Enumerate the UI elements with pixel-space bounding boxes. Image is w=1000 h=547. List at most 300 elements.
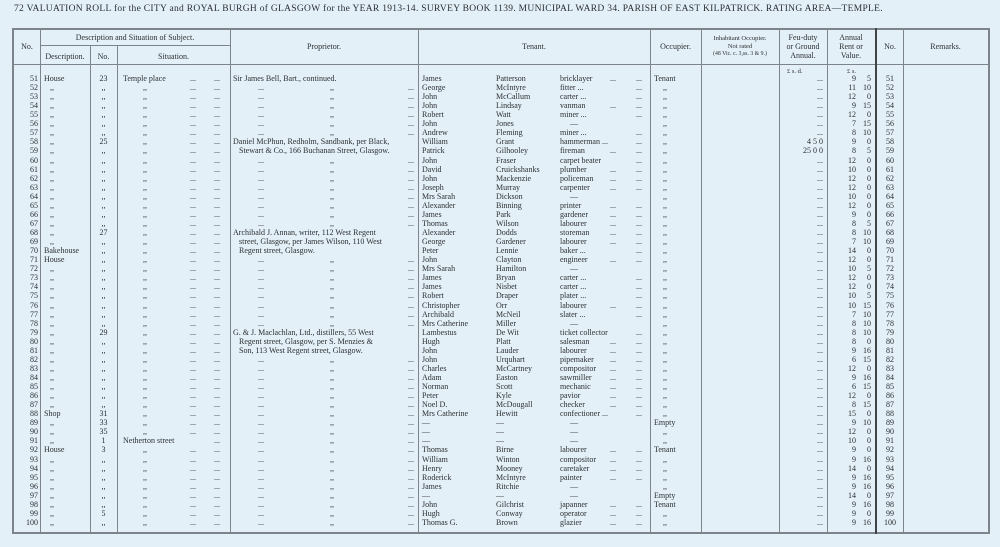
tenant-first-name: John	[422, 92, 438, 102]
occupier: ,,	[663, 218, 667, 228]
proprietor-dots: ...	[258, 427, 264, 437]
tenant-occupation: plater ...	[560, 291, 587, 301]
tenant-surname: Winton	[496, 454, 520, 464]
street-number: ,,	[101, 191, 106, 201]
proprietor-ditto: ,,	[330, 400, 334, 410]
table-row	[0, 137, 1000, 146]
table-row	[0, 391, 1000, 400]
tenant-first-name: James	[422, 273, 442, 283]
proprietor-ditto: ,,	[330, 517, 334, 527]
occupation-dots: ...	[636, 228, 642, 238]
tenant-occupation: mechanic	[560, 382, 591, 392]
row-number-right: 59	[886, 146, 894, 156]
occupier: ,,	[663, 209, 667, 219]
tenant-first-name: Hugh	[422, 336, 440, 346]
table-row	[0, 201, 1000, 210]
table-row	[0, 246, 1000, 255]
table-row	[0, 282, 1000, 291]
proprietor-ditto: ,,	[330, 391, 334, 401]
situation-dots: ...	[214, 146, 220, 156]
tenant-first-name: Henry	[422, 463, 442, 473]
proprietor-dots: ...	[408, 318, 414, 328]
rent-pounds: 15	[848, 409, 856, 419]
rent-pounds: 11	[848, 83, 856, 93]
street-number: ,,	[101, 182, 106, 192]
row-number-right: 64	[886, 191, 894, 201]
occupation-dots: ...	[636, 128, 642, 138]
row-number: 71	[30, 255, 38, 265]
description: ,,	[50, 83, 54, 93]
table-row	[0, 156, 1000, 165]
proprietor-ditto: ,,	[330, 282, 334, 292]
situation-dots: ...	[190, 345, 196, 355]
rent-pounds: 10	[848, 164, 856, 174]
tenant-occupation: miner ...	[560, 128, 587, 138]
situation-dots: ...	[190, 137, 196, 147]
occupier: ,,	[663, 164, 667, 174]
proprietor-ditto: ,,	[330, 309, 334, 319]
feu-duty: ...	[817, 228, 823, 238]
proprietor-dots: ...	[408, 101, 414, 111]
description: Bakehouse	[44, 246, 80, 256]
header-rent-3: Value.	[840, 51, 862, 60]
situation-dots: ...	[214, 499, 220, 509]
occupation-dots: ...	[636, 282, 642, 292]
rent-pounds: 12	[848, 391, 856, 401]
row-number: 70	[30, 246, 38, 256]
tenant-surname: —	[496, 418, 504, 428]
rent-shillings: 10	[863, 318, 871, 328]
tenant-surname: Gilchrist	[496, 499, 524, 509]
proprietor-ditto: ,,	[330, 101, 334, 111]
tenant-occupation: —	[570, 318, 578, 328]
situation: ,,	[143, 327, 147, 337]
situation-dots: ...	[190, 228, 196, 238]
tenant-occupation: fireman	[560, 146, 585, 156]
proprietor: Archibald J. Annan, writer, 112 West Regent	[233, 228, 376, 238]
rent-shillings: 10	[863, 327, 871, 337]
tenant-occupation: slater ...	[560, 309, 586, 319]
situation-dots: ...	[214, 427, 220, 437]
proprietor-dots: ...	[258, 200, 264, 210]
row-number-right: 61	[886, 164, 894, 174]
tenant-surname: Lindsay	[496, 101, 522, 111]
street-number: ,,	[101, 218, 106, 228]
situation-dots: ...	[190, 191, 196, 201]
situation-dots: ...	[214, 155, 220, 165]
proprietor-dots: ...	[258, 255, 264, 265]
feu-duty: ...	[817, 400, 823, 410]
proprietor-dots: ...	[258, 309, 264, 319]
tenant-surname: Gardener	[496, 237, 526, 247]
tenant-surname: Orr	[496, 300, 508, 310]
row-number: 51	[30, 74, 38, 83]
proprietor-ditto: ,,	[330, 164, 334, 174]
situation-dots: ...	[214, 137, 220, 147]
row-number: 94	[30, 463, 38, 473]
rent-shillings: 5	[867, 74, 871, 83]
tenant-occupation: carpenter	[560, 182, 590, 192]
tenant-first-name: Alexander	[422, 228, 456, 238]
tenant-occupation: pavior	[560, 391, 581, 401]
rent-shillings: 15	[863, 354, 871, 364]
rent-pounds: 12	[848, 155, 856, 165]
description: ,,	[50, 191, 54, 201]
situation-dots: ...	[214, 264, 220, 274]
occupation-dots: ...	[636, 472, 642, 482]
tenant-surname: Lauder	[496, 345, 519, 355]
header-feu-1: Feu-duty	[788, 33, 818, 42]
tenant-surname: McCartney	[496, 363, 532, 373]
feu-duty: ...	[817, 517, 823, 527]
proprietor-dots: ...	[408, 309, 414, 319]
proprietor-ditto: ,,	[330, 409, 334, 419]
proprietor-dots: ...	[408, 508, 414, 518]
tenant-first-name: William	[422, 454, 448, 464]
occupation-dots: ...	[636, 255, 642, 265]
street-number: ,,	[101, 92, 106, 102]
table-row	[0, 319, 1000, 328]
rent-pounds: 12	[848, 427, 856, 437]
tenant-first-name: —	[422, 427, 430, 437]
row-number-right: 98	[886, 499, 894, 509]
row-number-right: 85	[886, 382, 894, 392]
occupation-dots: ...	[610, 164, 616, 174]
situation: ,,	[143, 164, 147, 174]
situation-dots: ...	[214, 354, 220, 364]
tenant-occupation: —	[570, 490, 578, 500]
tenant-surname: Hewitt	[496, 409, 518, 419]
rent-pounds: 6	[852, 354, 856, 364]
description: ,,	[50, 110, 54, 120]
feu-duty: ...	[817, 200, 823, 210]
tenant-occupation: compositor	[560, 454, 596, 464]
table-row	[0, 355, 1000, 364]
tenant-first-name: John	[422, 499, 438, 509]
row-number: 54	[30, 101, 38, 111]
proprietor-ditto: ,,	[330, 255, 334, 265]
proprietor-dots: ...	[408, 209, 414, 219]
situation-dots: ...	[214, 246, 220, 256]
row-number-right: 81	[886, 345, 894, 355]
situation-dots: ...	[190, 255, 196, 265]
street-number: ,,	[101, 173, 106, 183]
proprietor-dots: ...	[258, 173, 264, 183]
table-row	[0, 83, 1000, 92]
feu-duty: ...	[817, 481, 823, 491]
occupier: ,,	[663, 282, 667, 292]
description: ,,	[50, 363, 54, 373]
proprietor-dots: ...	[408, 499, 414, 509]
description: ,,	[50, 209, 54, 219]
situation-dots: ...	[190, 92, 196, 102]
feu-duty: ...	[817, 436, 823, 446]
description: ,,	[50, 436, 54, 446]
street-number: ,,	[101, 264, 106, 274]
tenant-surname: Miller	[496, 318, 516, 328]
situation-dots: ...	[214, 119, 220, 129]
feu-duty: ...	[817, 191, 823, 201]
street-number: 35	[99, 427, 108, 437]
situation-dots: ...	[190, 209, 196, 219]
table-row	[0, 301, 1000, 310]
row-number: 72	[30, 264, 38, 274]
description: ,,	[50, 327, 54, 337]
rent-pounds: 8	[852, 218, 856, 228]
description: Shop	[44, 409, 61, 419]
proprietor-dots: ...	[408, 463, 414, 473]
situation-dots: ...	[214, 282, 220, 292]
row-number-right: 68	[886, 228, 894, 238]
situation-dots: ...	[190, 218, 196, 228]
rent-pounds: 8	[852, 128, 856, 138]
situation: ,,	[143, 372, 147, 382]
occupation-dots: ...	[610, 255, 616, 265]
proprietor-ditto: ,,	[330, 363, 334, 373]
occupation-dots: ...	[610, 345, 616, 355]
proprietor-dots: ...	[408, 481, 414, 491]
row-number: 58	[30, 137, 38, 147]
rent-shillings: 15	[863, 400, 871, 410]
feu-duty: ...	[817, 490, 823, 500]
table-row	[0, 237, 1000, 246]
description: ,,	[50, 146, 54, 156]
street-number: ,,	[101, 155, 106, 165]
occupier: ,,	[663, 427, 667, 437]
row-number-right: 51	[886, 74, 894, 83]
proprietor-dots: ...	[258, 110, 264, 120]
tenant-surname: Fleming	[496, 128, 523, 138]
tenant-surname: Dodds	[496, 228, 517, 238]
row-number-right: 63	[886, 182, 894, 192]
occupation-dots: ...	[610, 354, 616, 364]
proprietor: Son, 113 West Regent street, Glasgow.	[239, 345, 363, 355]
description: ,,	[50, 508, 54, 518]
tenant-first-name: Lambestus	[422, 327, 457, 337]
situation-dots: ...	[214, 83, 220, 93]
occupier: ,,	[663, 345, 667, 355]
table-row	[0, 74, 1000, 83]
feu-duty: ...	[817, 300, 823, 310]
situation-dots: ...	[190, 273, 196, 283]
row-number-right: 70	[886, 246, 894, 256]
rent-pounds: 9	[852, 499, 856, 509]
header-situation: Situation.	[158, 52, 189, 61]
situation-dots: ...	[190, 318, 196, 328]
row-number: 75	[30, 291, 38, 301]
description: ,,	[50, 481, 54, 491]
tenant-occupation: —	[570, 191, 578, 201]
occupier: ,,	[663, 472, 667, 482]
street-number: ,,	[101, 164, 106, 174]
situation-dots: ...	[214, 336, 220, 346]
description: House	[44, 255, 65, 265]
row-number: 82	[30, 354, 38, 364]
rent-shillings: 15	[863, 300, 871, 310]
row-number-right: 74	[886, 282, 894, 292]
proprietor-ditto: ,,	[330, 300, 334, 310]
header-no: No.	[21, 42, 33, 51]
feu-duty: 25 0 0	[803, 146, 823, 156]
situation-dots: ...	[190, 354, 196, 364]
rent-shillings: 0	[867, 463, 871, 473]
row-number-right: 60	[886, 155, 894, 165]
situation-dots: ...	[190, 173, 196, 183]
street-number: ,,	[101, 499, 106, 509]
street-number: ,,	[101, 300, 106, 310]
rent-pounds: 12	[848, 282, 856, 292]
proprietor-dots: ...	[408, 200, 414, 210]
feu-duty: ...	[817, 209, 823, 219]
occupation-dots: ...	[636, 137, 642, 147]
row-number: 96	[30, 481, 38, 491]
tenant-occupation: carter ...	[560, 273, 587, 283]
tenant-surname: McIntyre	[496, 83, 526, 93]
row-number: 76	[30, 300, 38, 310]
tenant-first-name: Adam	[422, 372, 442, 382]
proprietor-dots: ...	[408, 255, 414, 265]
tenant-surname: Murray	[496, 182, 520, 192]
table-row	[0, 382, 1000, 391]
situation: ,,	[143, 200, 147, 210]
situation: Netherton street	[123, 436, 175, 446]
occupation-dots: ...	[610, 391, 616, 401]
rent-pounds: 9	[852, 472, 856, 482]
table-row	[0, 509, 1000, 518]
tenant-surname: Conway	[496, 508, 523, 518]
street-number: ,,	[101, 209, 106, 219]
tenant-first-name: Charles	[422, 363, 447, 373]
situation-dots: ...	[190, 445, 196, 455]
proprietor-dots: ...	[258, 499, 264, 509]
occupation-dots: ...	[636, 182, 642, 192]
rent-shillings: 16	[863, 481, 871, 491]
table-bottom-border	[12, 532, 989, 534]
proprietor-dots: ...	[408, 191, 414, 201]
row-number: 85	[30, 382, 38, 392]
situation-dots: ...	[190, 237, 196, 247]
proprietor-ditto: ,,	[330, 173, 334, 183]
row-number: 95	[30, 472, 38, 482]
situation: ,,	[143, 101, 147, 111]
row-number: 90	[30, 427, 38, 437]
situation-dots: ...	[190, 110, 196, 120]
tenant-occupation: labourer	[560, 237, 587, 247]
tenant-surname: McIntyre	[496, 472, 526, 482]
situation: ,,	[143, 137, 147, 147]
situation: ,,	[143, 499, 147, 509]
header-rent-1: Annual	[839, 33, 863, 42]
tenant-first-name: Mrs Catherine	[422, 409, 468, 419]
tenant-surname: Hamilton	[496, 264, 527, 274]
street-number: ,,	[101, 246, 106, 256]
proprietor-dots: ...	[258, 400, 264, 410]
tenant-occupation: labourer	[560, 345, 587, 355]
header-num: No.	[97, 52, 110, 61]
feu-duty: ...	[817, 128, 823, 138]
situation: ,,	[143, 463, 147, 473]
tenant-occupation: labourer	[560, 300, 587, 310]
feu-duty: ...	[817, 345, 823, 355]
feu-duty: ...	[817, 327, 823, 337]
tenant-occupation: vanman	[560, 101, 586, 111]
proprietor-ditto: ,,	[330, 499, 334, 509]
table-row	[0, 500, 1000, 509]
occupation-dots: ...	[636, 300, 642, 310]
feu-duty: ...	[817, 391, 823, 401]
tenant-surname: Mackenzie	[496, 173, 532, 183]
tenant-occupation: gardener	[560, 209, 588, 219]
rent-shillings: 0	[867, 209, 871, 219]
header-rent-2: Rent or	[839, 42, 863, 51]
row-number-right: 75	[886, 291, 894, 301]
description: ,,	[50, 291, 54, 301]
situation: ,,	[143, 409, 147, 419]
street-number: 31	[99, 409, 108, 419]
situation-dots: ...	[190, 74, 196, 83]
description: House	[44, 445, 65, 455]
proprietor-dots: ...	[258, 418, 264, 428]
proprietor-ditto: ,,	[330, 454, 334, 464]
street-number: ,,	[101, 128, 106, 138]
situation-dots: ...	[214, 372, 220, 382]
tenant-first-name: —	[422, 418, 430, 428]
table-row	[0, 291, 1000, 300]
proprietor-dots: ...	[258, 463, 264, 473]
situation-dots: ...	[214, 445, 220, 455]
situation: ,,	[143, 173, 147, 183]
row-number-right: 92	[886, 445, 894, 455]
rent-pounds: 8	[852, 228, 856, 238]
situation-dots: ...	[214, 182, 220, 192]
situation: ,,	[143, 119, 147, 129]
feu-duty: 4 5 0	[807, 137, 823, 147]
rent-shillings: 10	[863, 418, 871, 428]
occupation-dots: ...	[610, 372, 616, 382]
occupation-dots: ...	[636, 336, 642, 346]
description: ,,	[50, 382, 54, 392]
street-number: ,,	[101, 336, 106, 346]
table-row	[0, 364, 1000, 373]
situation-dots: ...	[214, 454, 220, 464]
row-number: 60	[30, 155, 38, 165]
occupier: ,,	[663, 327, 667, 337]
situation-dots: ...	[190, 291, 196, 301]
row-number: 56	[30, 119, 38, 129]
header-inhabitant-1: Inhabitant Occupier.	[713, 35, 767, 42]
table-row	[0, 255, 1000, 264]
row-number-right: 79	[886, 327, 894, 337]
occupation-dots: ...	[636, 291, 642, 301]
feu-duty: ...	[817, 110, 823, 120]
table-row	[0, 210, 1000, 219]
tenant-first-name: John	[422, 345, 438, 355]
feu-duty: ...	[817, 291, 823, 301]
row-number-right: 97	[886, 490, 894, 500]
street-number: ,,	[101, 273, 106, 283]
situation: ,,	[143, 336, 147, 346]
rent-pounds: 8	[852, 327, 856, 337]
street-number: ,,	[101, 237, 106, 247]
situation-dots: ...	[214, 481, 220, 491]
tenant-first-name: Robert	[422, 291, 444, 301]
description: ,,	[50, 345, 54, 355]
tenant-surname: McDougall	[496, 400, 533, 410]
proprietor-dots: ...	[408, 436, 414, 446]
feu-duty: ...	[817, 463, 823, 473]
situation: ,,	[143, 282, 147, 292]
occupation-dots: ...	[636, 74, 642, 83]
